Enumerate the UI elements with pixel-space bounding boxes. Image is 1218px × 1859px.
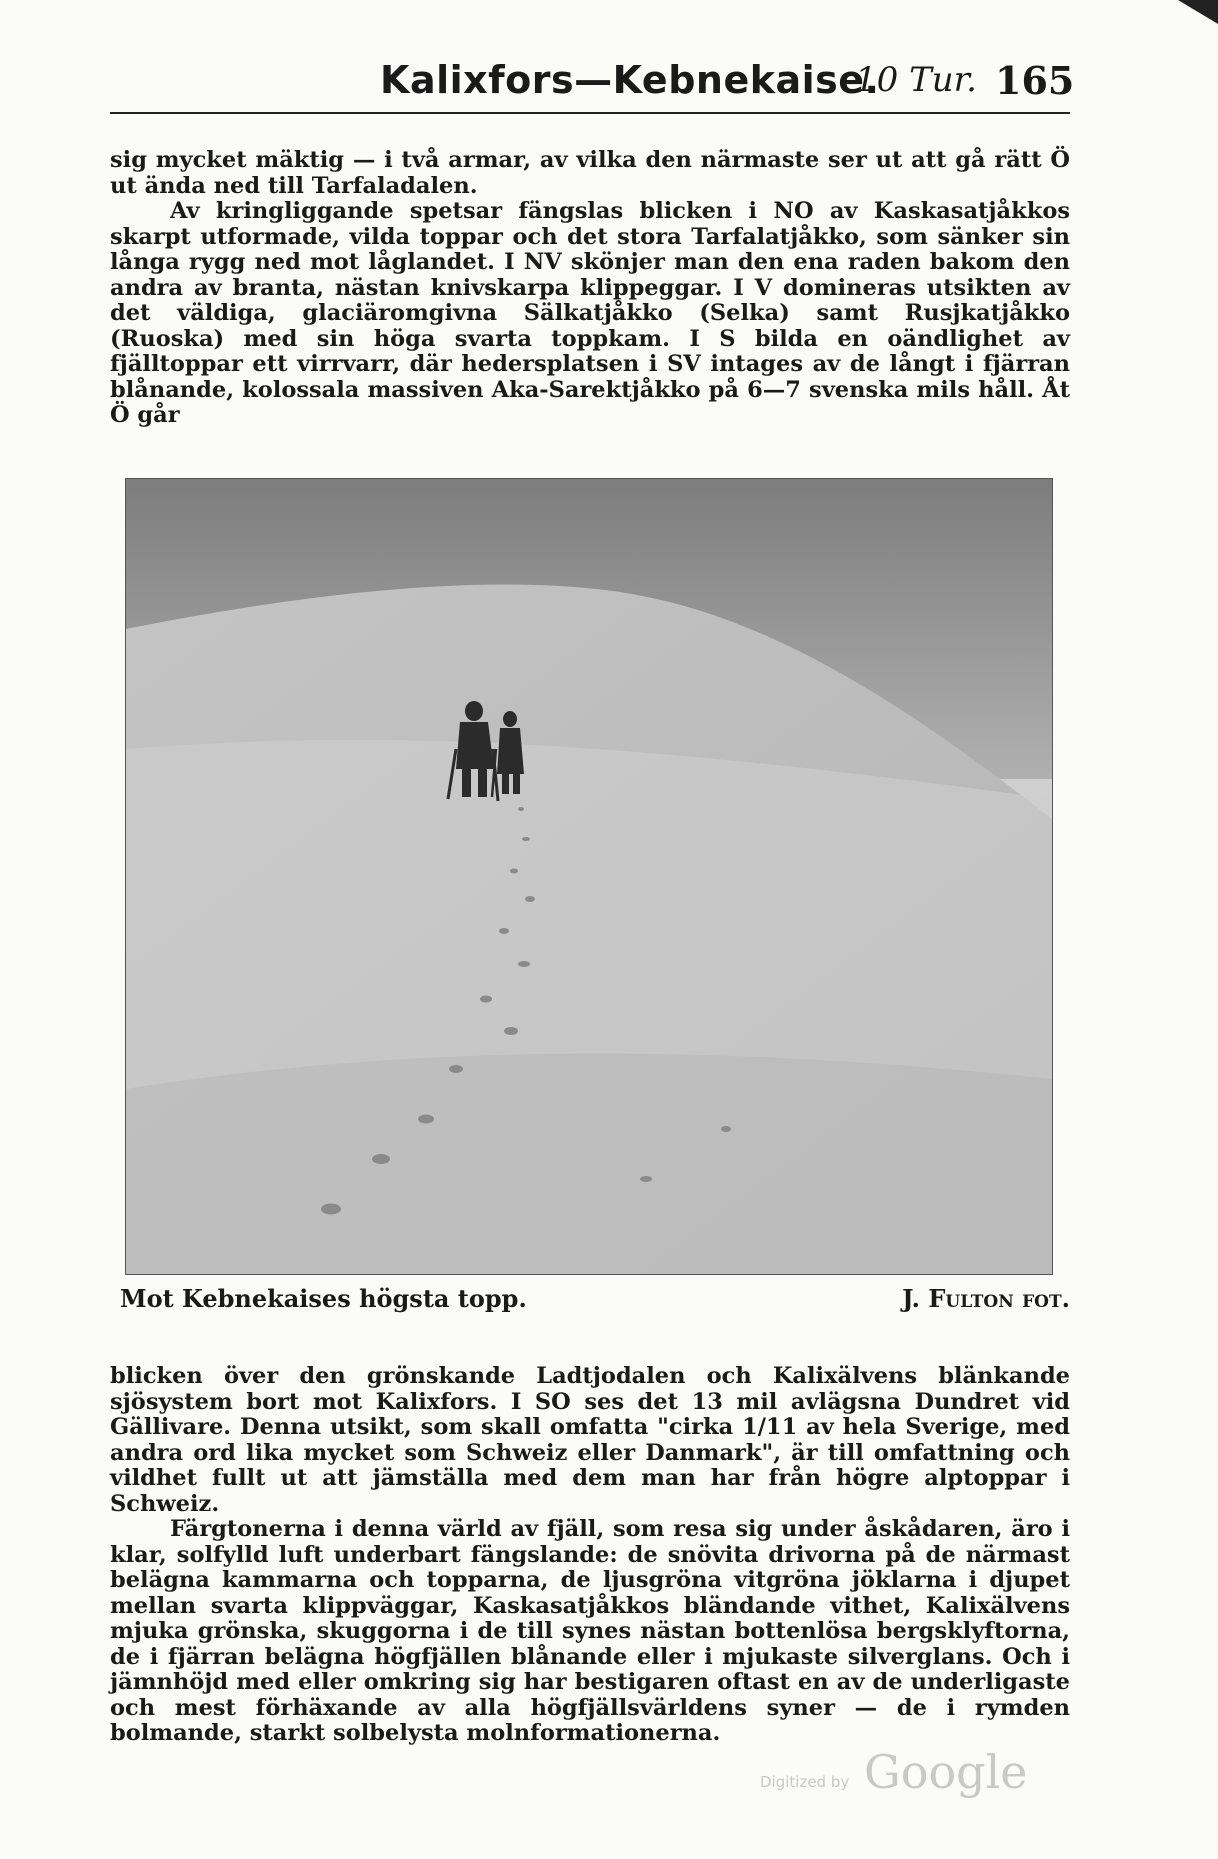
caption-title: Mot Kebnekaises högsta topp. bbox=[120, 1284, 527, 1313]
digitized-watermark bbox=[760, 1745, 1050, 1805]
page-number: 165 bbox=[995, 58, 1075, 103]
foreground-snow bbox=[126, 1054, 1052, 1274]
top-paragraph-2: Av kringliggande spetsar fängslas blicken i NO av Kaskasatjåkkos skarpt utformade, vilda toppar och det stora Tarfalatjåkko, som sänker sin långa rygg ned mot låglandet. I NV skönjer man den ena raden bakom den andra av branta, nästan knivskarpa klippeggar. I V domineras utsikten av det väldiga, glaciäromgivna Sälkatjåkko (Selka) samt Rusjkatjåkko (Ruoska) med sin höga svarta toppkam. I S bilda en oändlighet av fjälltoppar ett virrvarr, där hedersplatsen i SV intages av de långt i fjärran blånande, kolossala massiven Aka-Sarektjåkko på 6—7 svenska mils håll. Åt Ö går bbox=[110, 198, 1070, 428]
page-corner-mark bbox=[1178, 0, 1218, 30]
google-logo: Google bbox=[864, 1745, 1028, 1799]
running-header bbox=[110, 50, 1075, 110]
watermark-prefix: Digitized by bbox=[760, 1773, 850, 1791]
snow-field-illustration bbox=[126, 479, 1052, 1274]
bottom-paragraph-2: Färgtonerna i denna värld av fjäll, som resa sig under åskådaren, äro i klar, solfylld luft underbart fängslande: de snövita drivorna på de närmast belägna kammarna och topparna, de ljusgröna vitgröna jöklarna i djupet mellan svarta klippväggar, Kaskasatjåkkos bländande vithet, Kalixälvens mjuka grönska, skuggorna i de till synes nästan bottenlösa bergsklyftorna, de i fjärran belägna högfjällen blånande eller i mjukaste silverglans. Och i jämnhöjd med eller omkring sig har bestigaren oftast en av de underligaste och mest förhäxande av alla högfjällsvärldens syner — de i rymden bolmande, starkt solbelysta molnformationerna. bbox=[110, 1516, 1070, 1746]
bottom-text-block bbox=[110, 1364, 1070, 1747]
top-paragraph-1: sig mycket mäktig — i två armar, av vilka den närmaste ser ut att gå rätt Ö ut ända ned till Tarfaladalen. bbox=[110, 147, 1070, 199]
mountain-photo bbox=[125, 478, 1053, 1275]
bottom-paragraph-1: blicken över den grönskande Ladtjodalen och Kalixälvens blänkande sjösystem bort mot Kalixfors. I SO ses det 13 mil avlägsna Dundret vid Gällivare. Denna utsikt, som skall omfatta "cirka 1/11 av hela Sverige, med andra ord lika mycket som Schweiz eller Danmark", är till omfattning och vildhet fullt ut att jämställa med dem man har från högre alptoppar i Schweiz. bbox=[110, 1363, 1070, 1517]
chapter-label: 10 Tur. bbox=[855, 60, 977, 100]
running-title: Kalixfors—Kebnekaise. bbox=[380, 58, 880, 102]
header-rule bbox=[110, 112, 1070, 114]
top-text-block bbox=[110, 148, 1070, 429]
photo-credit: J. Fulton fot. bbox=[902, 1284, 1070, 1313]
